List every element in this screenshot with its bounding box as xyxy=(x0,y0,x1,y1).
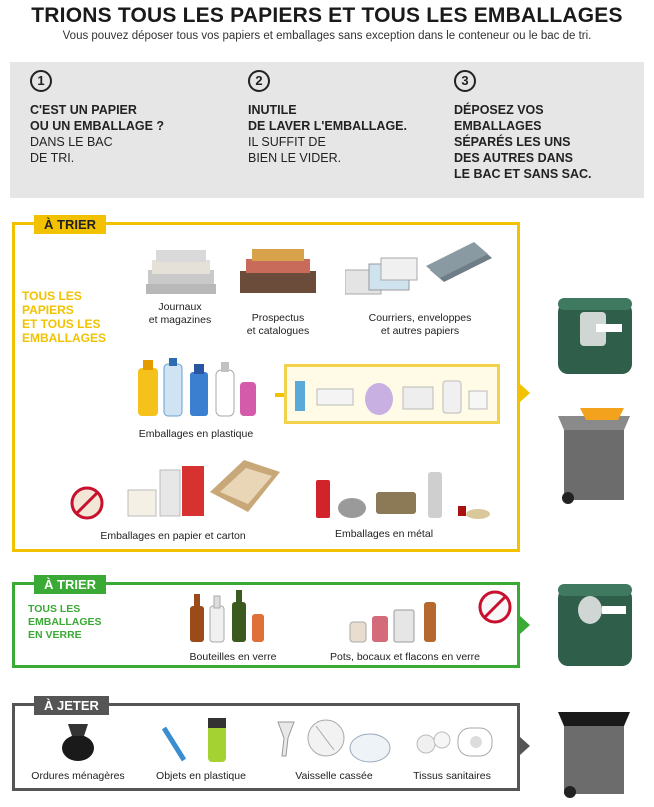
step-text: EMBALLAGES xyxy=(454,119,542,133)
step-text: IL SUFFIT DE xyxy=(248,135,326,149)
page-subtitle: Vous pouvez déposer tous vos papiers et emballages sans exception dans le conteneur ou le bac de tri. xyxy=(62,30,592,42)
step-text: OU UN EMBALLAGE ? xyxy=(30,119,165,133)
arrow-icon xyxy=(520,737,530,755)
cardboard-packaging-icon xyxy=(124,452,282,520)
yellow-lid-bin-icon xyxy=(556,404,632,506)
step-text: INUTILE xyxy=(248,103,297,117)
plastic-label: Emballages en plastique xyxy=(138,428,254,440)
page-title: TRIONS TOUS LES PAPIERS ET TOUS LES EMBALLAGES xyxy=(31,4,623,27)
envelopes-icon xyxy=(345,256,421,298)
glass-bin-icon xyxy=(554,578,636,670)
steps-panel xyxy=(10,62,644,198)
magazines-icon xyxy=(236,245,320,297)
metal-label: Emballages en métal xyxy=(334,528,434,540)
glass-jars-icon xyxy=(348,596,448,644)
cardboard-label: Emballages en papier et carton xyxy=(100,530,246,542)
notebooks-icon xyxy=(424,240,494,286)
step-text: LE BAC ET SANS SAC. xyxy=(454,167,592,181)
metal-packaging-icon xyxy=(312,470,494,522)
step-text: DE LAVER L'EMBALLAGE. xyxy=(248,119,407,133)
glass-jars-label: Pots, bocaux et flacons en verre xyxy=(330,651,480,663)
broken-dishes-icon xyxy=(272,718,394,766)
broken-dishes-label: Vaisselle cassée xyxy=(295,770,373,782)
step-number: 3 xyxy=(454,70,476,92)
plastic-bottles-icon xyxy=(132,356,260,418)
glass-bottles-label: Bouteilles en verre xyxy=(189,651,277,663)
section-tag: À TRIER xyxy=(34,215,106,234)
step-number: 1 xyxy=(30,70,52,92)
tissues-label: Tissus sanitaires xyxy=(413,770,491,782)
household-waste-label: Ordures ménagères xyxy=(31,770,125,782)
small-packaging-icon xyxy=(287,367,497,421)
newspapers-icon xyxy=(146,242,216,300)
section-category: TOUS LES EMBALLAGES EN VERRE xyxy=(28,603,102,641)
arrow-icon xyxy=(520,616,530,634)
step-2 xyxy=(248,70,448,166)
step-text: DE TRI. xyxy=(30,151,75,165)
step-text: SÉPARÉS LES UNS xyxy=(454,135,571,149)
newspapers-label: Journaux et magazines xyxy=(148,301,212,326)
catalogues-label: Prospectus et catalogues xyxy=(246,312,310,337)
step-3 xyxy=(454,70,654,182)
tissues-icon xyxy=(414,722,496,762)
plastic-objects-icon xyxy=(160,714,234,764)
section-tag: À TRIER xyxy=(34,575,106,594)
no-sign-icon xyxy=(478,590,512,624)
no-sign-icon xyxy=(70,486,104,520)
step-1 xyxy=(30,70,230,166)
trash-bag-icon xyxy=(60,722,96,762)
arrow-icon xyxy=(520,384,530,402)
small-packaging-box xyxy=(284,364,500,424)
step-text: BIEN LE VIDER. xyxy=(248,151,342,165)
paper-bin-icon xyxy=(554,292,636,378)
section-tag: À JETER xyxy=(34,696,109,715)
step-number: 2 xyxy=(248,70,270,92)
step-text: DÉPOSEZ VOS xyxy=(454,103,544,117)
step-text: DES AUTRES DANS xyxy=(454,151,573,165)
black-lid-bin-icon xyxy=(556,704,632,800)
plastic-objects-label: Objets en plastique xyxy=(156,770,246,782)
step-text: C'EST UN PAPIER xyxy=(30,103,137,117)
section-category: TOUS LES PAPIERS ET TOUS LES EMBALLAGES xyxy=(22,289,106,345)
glass-bottles-icon xyxy=(186,588,282,644)
letters-label: Courriers, enveloppes et autres papiers xyxy=(368,312,472,337)
step-text: DANS LE BAC xyxy=(30,135,113,149)
